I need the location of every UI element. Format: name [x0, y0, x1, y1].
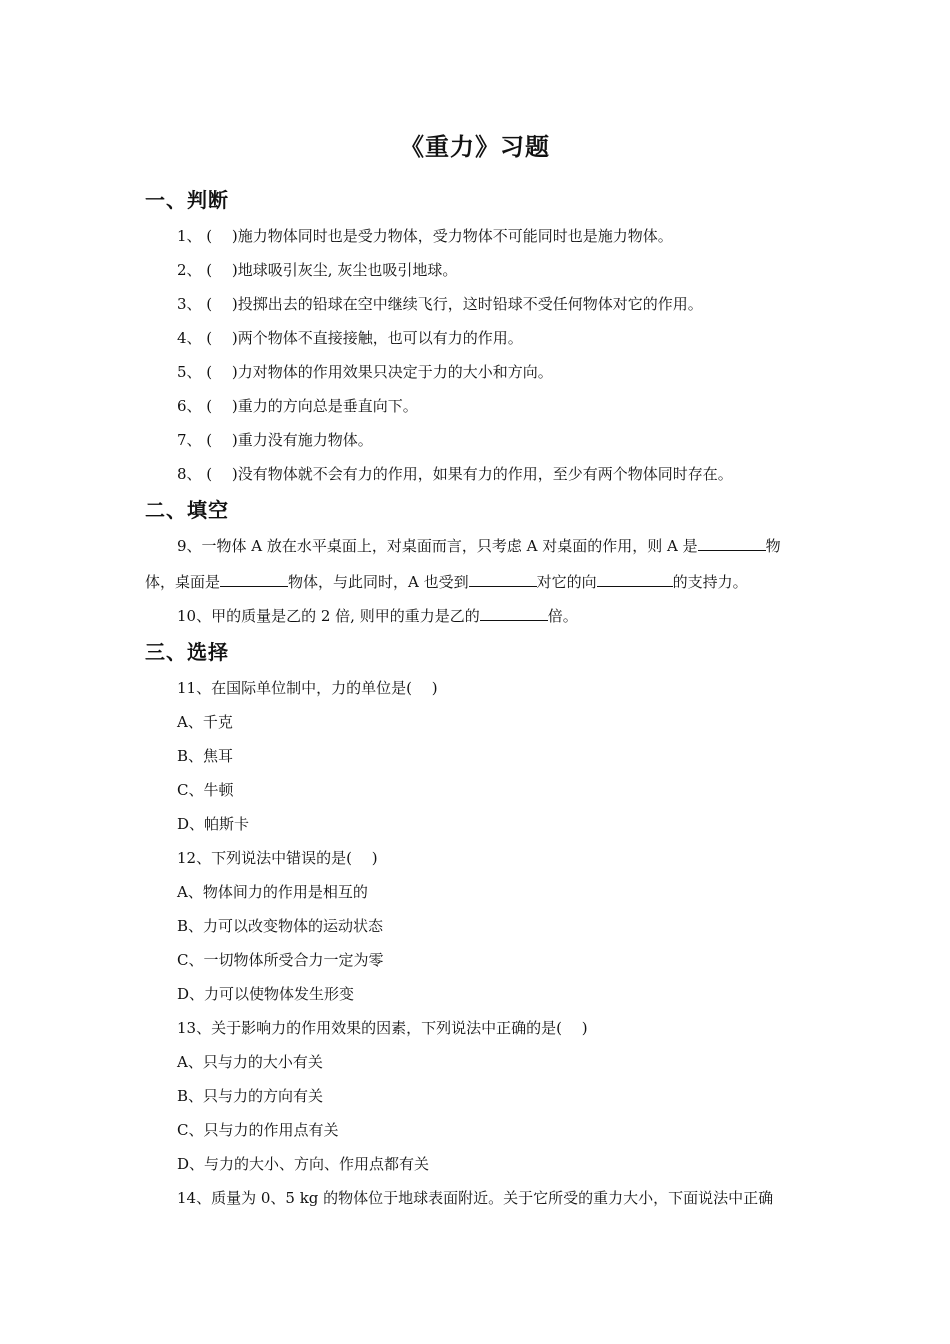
fill-text: 物 [765, 537, 781, 555]
choice-option: B、焦耳 [177, 747, 234, 765]
answer-blank[interactable] [220, 572, 288, 587]
answer-blank[interactable] [469, 572, 537, 587]
fill-text: 体，桌面是 [145, 573, 221, 591]
judge-item: 4、 ( )两个物体不直接接触，也可以有力的作用。 [177, 329, 523, 347]
section-heading-fill: 二、填空 [145, 498, 229, 522]
judge-item: 3、 ( )投掷出去的铅球在空中继续飞行，这时铅球不受任何物体对它的作用。 [177, 295, 703, 313]
answer-blank[interactable] [480, 606, 548, 621]
judge-item: 5、 ( )力对物体的作用效果只决定于力的大小和方向。 [177, 363, 553, 381]
answer-blank[interactable] [597, 572, 673, 587]
fill-text: 9、一物体 A 放在水平桌面上，对桌面而言，只考虑 A 对桌面的作用，则 A 是 [177, 537, 698, 555]
fill-text: 物体，与此同时，A 也受到 [288, 573, 469, 591]
choice-option: B、力可以改变物体的运动状态 [177, 917, 384, 935]
fill-text: 10、甲的质量是乙的 2 倍, 则甲的重力是乙的 [177, 607, 480, 625]
fill-text: 的支持力。 [672, 573, 748, 591]
fill-text: 对它的向 [536, 573, 597, 591]
document-title: 《重力》习题 [400, 133, 550, 161]
judge-item: 6、 ( )重力的方向总是垂直向下。 [177, 397, 418, 415]
choice-question-13: 13、关于影响力的作用效果的因素，下列说法中正确的是( ) [177, 1019, 588, 1037]
fill-question-9-line-2 [145, 571, 785, 593]
judge-item: 2、 ( )地球吸引灰尘, 灰尘也吸引地球。 [177, 261, 458, 279]
choice-question-11: 11、在国际单位制中，力的单位是( ) [177, 679, 438, 697]
judge-item: 1、 ( )施力物体同时也是受力物体，受力物体不可能同时也是施力物体。 [177, 227, 673, 245]
choice-option: D、与力的大小、方向、作用点都有关 [177, 1155, 430, 1173]
fill-question-9-line-1 [177, 535, 817, 557]
choice-option: C、牛顿 [177, 781, 234, 799]
section-heading-choice: 三、选择 [145, 640, 229, 664]
choice-question-14: 14、质量为 0、5 kg 的物体位于地球表面附近。关于它所受的重力大小，下面说法中正确 [177, 1189, 774, 1207]
section-heading-judge: 一、判断 [145, 188, 229, 212]
choice-option: D、力可以使物体发生形变 [177, 985, 355, 1003]
judge-item: 7、 ( )重力没有施力物体。 [177, 431, 373, 449]
choice-option: A、只与力的大小有关 [177, 1053, 323, 1071]
choice-option: A、千克 [177, 713, 233, 731]
choice-option: A、物体间力的作用是相互的 [177, 883, 368, 901]
choice-question-12: 12、下列说法中错误的是( ) [177, 849, 378, 867]
choice-option: B、只与力的方向有关 [177, 1087, 324, 1105]
choice-option: C、只与力的作用点有关 [177, 1121, 339, 1139]
fill-question-10 [177, 605, 817, 627]
fill-text: 倍。 [547, 607, 578, 625]
answer-blank[interactable] [698, 536, 766, 551]
judge-item: 8、 ( )没有物体就不会有力的作用，如果有力的作用，至少有两个物体同时存在。 [177, 465, 733, 483]
choice-option: D、帕斯卡 [177, 815, 250, 833]
choice-option: C、一切物体所受合力一定为零 [177, 951, 384, 969]
